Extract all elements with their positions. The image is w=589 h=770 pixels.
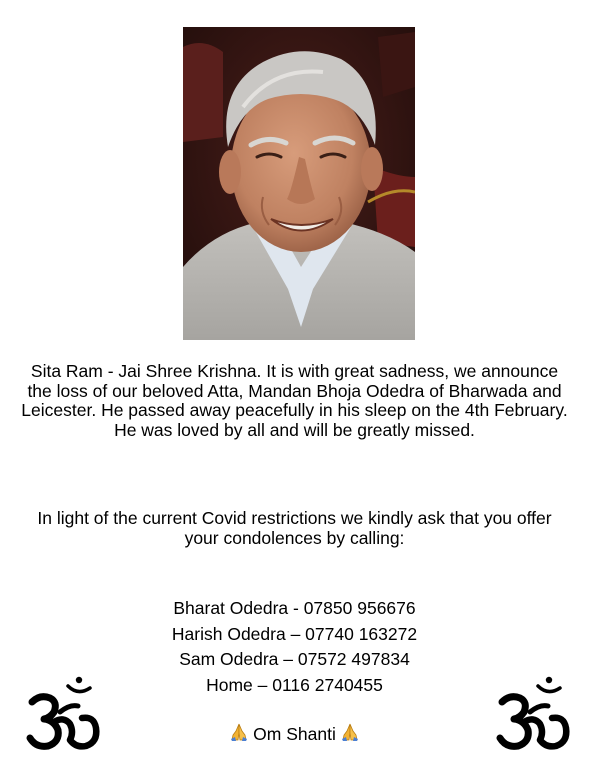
- closing-line: [150, 722, 439, 748]
- om-symbol-icon: [24, 672, 104, 752]
- covid-message: In light of the current Covid restrictions we kindly ask that you offer your condolences by calling:: [37, 508, 552, 548]
- contact-item: Sam Odedra – 07572 497834: [179, 649, 410, 670]
- announcement-text: Sita Ram - Jai Shree Krishna. It is with great sadness, we announce the loss of our beloved Atta, Mandan Bhoja Odedra of Bharwada and Leicester. He passed away peacefully in his sleep on the 4th February. He was loved by all and will be greatly missed.: [21, 361, 568, 440]
- closing-text: Om Shanti: [253, 724, 336, 744]
- contact-item: Harish Odedra – 07740 163272: [171, 623, 418, 644]
- folded-hands-icon: [229, 722, 249, 748]
- contact-item: Home – 0116 2740455: [206, 674, 383, 695]
- contact-list: [100, 596, 489, 698]
- contact-item: Bharat Odedra - 07850 956676: [173, 598, 416, 618]
- folded-hands-icon: [340, 722, 360, 748]
- portrait-illustration: [183, 27, 415, 340]
- om-symbol-icon: [494, 672, 574, 752]
- portrait-photo: [183, 27, 415, 340]
